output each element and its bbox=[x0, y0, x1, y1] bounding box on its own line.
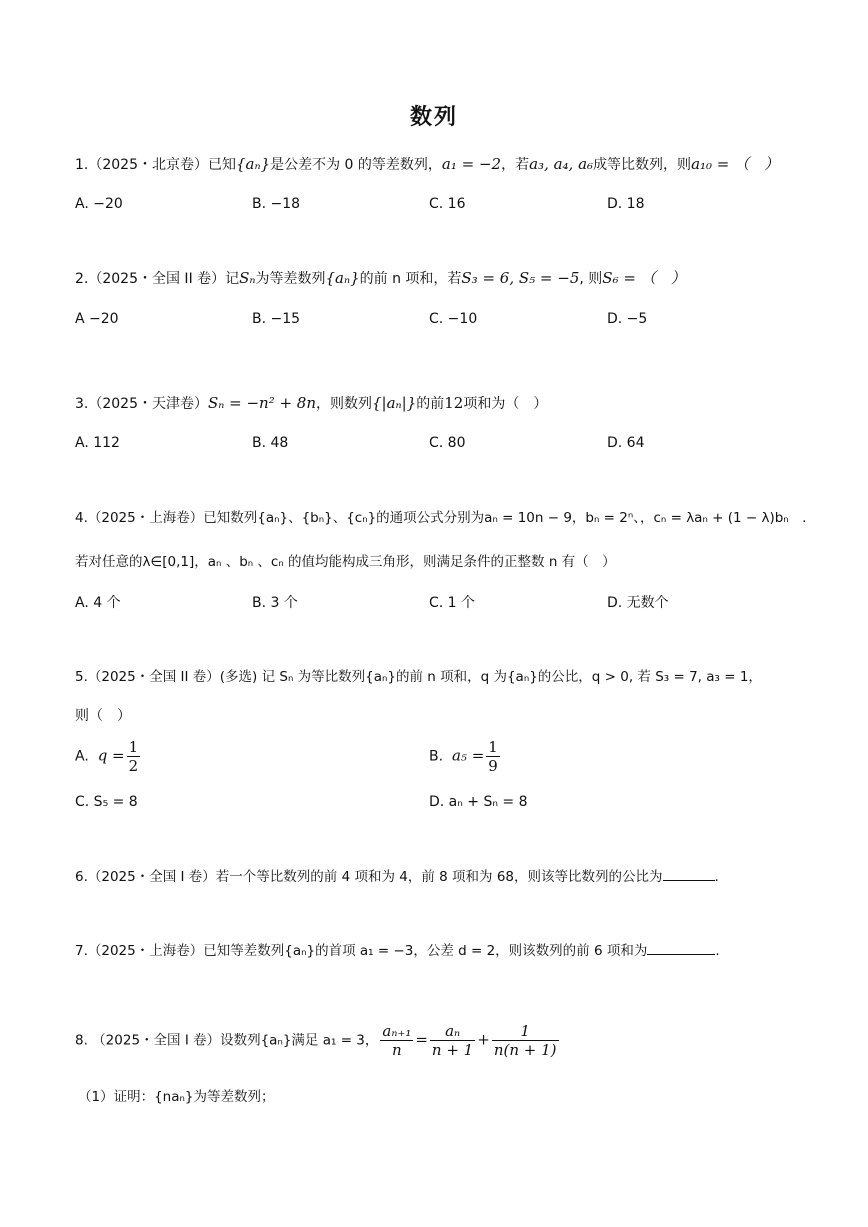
q1-terms: a₃, a₄, a₆ bbox=[529, 155, 594, 173]
q1-text: 是公差不为 0 的等差数列， bbox=[270, 157, 442, 173]
q3-option-c: C. 80 bbox=[429, 435, 466, 451]
q1-option-b: B. −18 bbox=[252, 196, 301, 212]
q1-text2: ，若 bbox=[501, 157, 530, 173]
q8-f2-den: n + 1 bbox=[431, 1041, 474, 1059]
q3-count: 12 bbox=[444, 394, 464, 412]
q2-option-c: C. −10 bbox=[429, 311, 478, 327]
q5-a-var: q = bbox=[97, 746, 125, 765]
q5-b-num: 1 bbox=[488, 738, 498, 756]
question-8-part-1: （1）证明：{naₙ}为等差数列； bbox=[78, 1089, 275, 1105]
q2-option-b: B. −15 bbox=[252, 311, 301, 327]
q1-option-a: A. −20 bbox=[75, 196, 123, 212]
q8-f1-num: aₙ₊₁ bbox=[382, 1022, 412, 1040]
q2-option-d: D. −5 bbox=[607, 311, 648, 327]
q5-b-den: 9 bbox=[488, 757, 498, 775]
question-2-stem bbox=[75, 267, 686, 290]
q5-option-c: C. S₅ = 8 bbox=[75, 794, 138, 810]
q1-text3: 成等比数列，则 bbox=[593, 157, 692, 173]
question-4-line-2: 若对任意的λ∈[0,1]，aₙ 、bₙ 、cₙ 的值均能构成三角形，则满足条件的正整数 n 有（ ） bbox=[75, 554, 616, 570]
q5-option-d: D. aₙ + Sₙ = 8 bbox=[429, 794, 528, 810]
q3-seq: {|aₙ|} bbox=[372, 394, 417, 412]
q5-b-label: B. bbox=[429, 748, 444, 765]
q4-option-b: B. 3 个 bbox=[252, 595, 298, 611]
q3-sn: Sₙ = −n² + 8n bbox=[208, 394, 317, 412]
q5-option-b bbox=[429, 738, 502, 775]
q1-option-c: C. 16 bbox=[429, 196, 466, 212]
page-title: 数列 bbox=[409, 105, 458, 130]
q2-sn: Sₙ bbox=[239, 269, 256, 287]
q8-f1-den: n bbox=[392, 1041, 402, 1059]
q8-equals: = bbox=[415, 1030, 428, 1049]
q3-text3: 项和为（ ） bbox=[463, 396, 548, 412]
q3-option-a: A. 112 bbox=[75, 435, 120, 451]
question-1-stem bbox=[75, 153, 779, 176]
q5-b-var: a₅ = bbox=[451, 746, 485, 765]
q7-text: 7.（2025・上海卷）已知等差数列{aₙ}的首项 a₁ = −3，公差 d = 2，则该数列的前 6 项和为 bbox=[75, 943, 648, 959]
question-5-line-2: 则（ ） bbox=[75, 708, 131, 724]
q8-f3-num: 1 bbox=[492, 1022, 559, 1041]
q2-seq: {aₙ} bbox=[325, 269, 360, 287]
q5-option-a bbox=[75, 738, 142, 775]
question-6-stem bbox=[75, 866, 719, 888]
q4-option-a: A. 4 个 bbox=[75, 595, 121, 611]
q7-answer-blank bbox=[647, 940, 715, 955]
question-8-stem bbox=[75, 1022, 561, 1059]
q5-a-den: 2 bbox=[128, 757, 139, 775]
question-4-line-1: 4.（2025・上海卷）已知数列{aₙ}、{bₙ}、{cₙ}的通项公式分别为aₙ = 10n − 9，bₙ = 2ⁿ、，cₙ = λaₙ + (1 − λ)bₙ . bbox=[75, 510, 807, 526]
q8-fraction-3 bbox=[492, 1022, 559, 1059]
q3-text: ，则数列 bbox=[316, 396, 373, 412]
question-3-stem bbox=[75, 392, 547, 415]
q2-text2: 的前 n 项和，若 bbox=[359, 271, 462, 287]
q8-fraction-2 bbox=[430, 1022, 475, 1059]
q2-ask: S₆ = （ ） bbox=[602, 269, 686, 287]
question-5-line-1: 5.（2025・全国 II 卷）(多选) 记 Sₙ 为等比数列{aₙ}的前 n 项和，q 为{aₙ}的公比，q > 0, 若 S₃ = 7, a₃ = 1， bbox=[75, 669, 762, 685]
q2-text: 为等差数列 bbox=[255, 271, 326, 287]
q1-option-d: D. 18 bbox=[607, 196, 645, 212]
q1-ask: a₁₀ = （ ） bbox=[691, 155, 780, 173]
q5-b-fraction bbox=[486, 738, 500, 775]
q6-answer-blank bbox=[663, 866, 715, 881]
q6-end: . bbox=[714, 869, 719, 885]
question-7-stem bbox=[75, 940, 720, 962]
q4-option-c: C. 1 个 bbox=[429, 595, 476, 611]
q5-a-label: A. bbox=[75, 748, 89, 765]
q3-prefix: 3.（2025・天津卷） bbox=[75, 396, 208, 412]
q3-text2: 的前 bbox=[416, 396, 445, 412]
q3-option-b: B. 48 bbox=[252, 435, 289, 451]
q1-prefix: 1.（2025・北京卷）已知 bbox=[75, 157, 236, 173]
q3-option-d: D. 64 bbox=[607, 435, 645, 451]
q2-prefix: 2.（2025・全国 II 卷）记 bbox=[75, 271, 240, 287]
q8-f2-num: aₙ bbox=[430, 1022, 475, 1041]
q8-f3-den: n(n + 1) bbox=[493, 1041, 557, 1059]
q8-prefix: 8. （2025・全国 I 卷）设数列{aₙ}满足 a₁ = 3， bbox=[75, 1032, 379, 1049]
q8-fraction-1 bbox=[380, 1022, 413, 1059]
q2-text3: , 则 bbox=[579, 271, 603, 287]
q7-end: . bbox=[715, 943, 720, 959]
q6-text: 6.（2025・全国 I 卷）若一个等比数列的前 4 项和为 4，前 8 项和为 68，则该等比数列的公比为 bbox=[75, 869, 663, 885]
q2-cond: S₃ = 6, S₅ = −5 bbox=[461, 269, 580, 287]
q4-option-d: D. 无数个 bbox=[607, 595, 669, 611]
q8-plus: + bbox=[477, 1030, 490, 1049]
q1-seq: {aₙ} bbox=[236, 155, 271, 173]
q5-a-fraction bbox=[127, 738, 141, 775]
q1-a1: a₁ = −2 bbox=[441, 155, 502, 173]
q5-a-num: 1 bbox=[128, 738, 139, 756]
q2-option-a: A −20 bbox=[75, 311, 119, 327]
